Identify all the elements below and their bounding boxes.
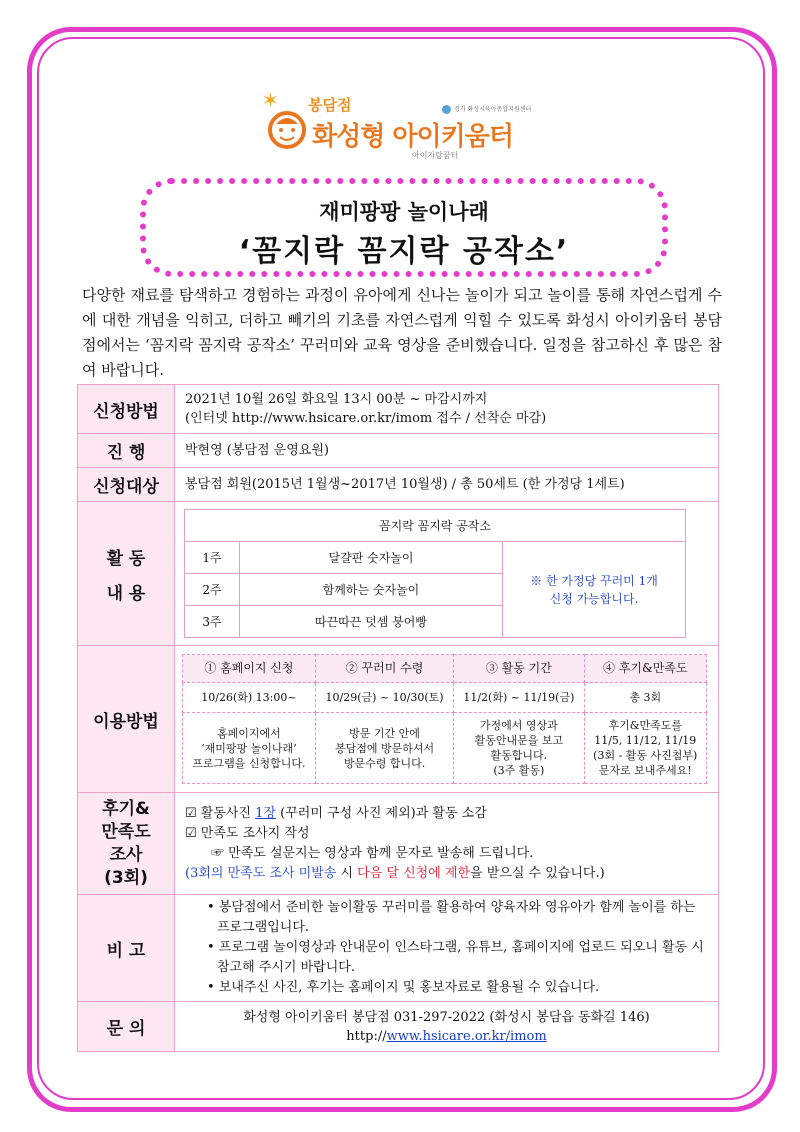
activity-content xyxy=(175,502,719,646)
activity-table-title: 꼼지락 꼼지락 공작소 xyxy=(185,510,686,542)
list-item: • 프로그램 놀이영상과 안내문이 인스타그램, 유튜브, 홈페이지에 업로드 되오니 활동 시 참고해 주시기 바랍니다. xyxy=(207,940,704,975)
apply-content xyxy=(175,385,719,434)
step-date: 총 3회 xyxy=(584,683,707,713)
face-icon xyxy=(266,108,308,150)
contact-content xyxy=(175,1002,719,1052)
activity-note: ※ 한 가정당 꾸러미 1개 신청 가능합니다. xyxy=(503,542,686,638)
checkbox-icon: ☑ xyxy=(185,825,197,841)
step-desc: 후기&만족도를 11/5, 11/12, 11/19 (3회 - 활동 사진첨부) 문자로 보내주세요! xyxy=(584,713,707,784)
usage-table xyxy=(182,654,707,784)
table-row: 2주 함께하는 숫자놀이 xyxy=(185,574,686,606)
step-head: ③ 활동 기간 xyxy=(454,655,584,683)
step-date: 10/26(화) 13:00~ xyxy=(183,683,316,713)
label-usage: 이용방법 xyxy=(78,646,175,793)
label-apply: 신청방법 xyxy=(78,385,175,434)
target-value: 봉담점 회원(2015년 1월생~2017년 10월생) / 총 50세트 (한 가정당 1세트) xyxy=(175,468,719,502)
remarks-list xyxy=(185,898,708,998)
contact-url: http://www.hsicare.or.kr/imom xyxy=(346,1028,547,1044)
list-item: • 보내주신 사진, 후기는 홈페이지 및 홍보자료로 활용될 수 있습니다. xyxy=(207,980,600,995)
info-table xyxy=(77,384,719,1052)
table-row: 3주 따끈따끈 덧셈 붕어빵 xyxy=(185,606,686,638)
step-date: 10/29(금) ~ 10/30(토) xyxy=(315,683,453,713)
row-target xyxy=(78,468,719,502)
step-desc: 방문 기간 안에 봉담점에 방문하셔서 방문수령 합니다. xyxy=(315,713,453,784)
usage-content xyxy=(175,646,719,793)
review-check2: ☑ 만족도 조사지 작성 xyxy=(185,825,310,841)
contact-link[interactable]: www.hsicare.or.kr/imom xyxy=(386,1028,547,1044)
logo-center: 경기 화성시육아종합지원센터 xyxy=(442,104,531,114)
label-host: 진 행 xyxy=(78,434,175,468)
apply-line2: (인터넷 http://www.hsicare.or.kr/imom 접수 / 선착순 마감) xyxy=(185,411,547,426)
step-desc: 홈페이지에서 ‘재미팡팡 놀이나래’ 프로그램을 신청합니다. xyxy=(183,713,316,784)
review-notice: ☞ 만족도 설문지는 영상과 함께 문자로 발송해 드립니다. xyxy=(211,845,534,861)
step-date: 11/2(화) ~ 11/19(금) xyxy=(454,683,584,713)
row-contact xyxy=(78,1002,719,1052)
row-remarks xyxy=(78,895,719,1002)
table-row: 1주 달걀판 숫자놀이 ※ 한 가정당 꾸러미 1개 신청 가능합니다. xyxy=(185,542,686,574)
row-apply xyxy=(78,385,719,434)
apply-line1: 2021년 10월 26일 화요일 13시 00분 ~ 마감시까지 xyxy=(185,392,488,407)
row-host xyxy=(78,434,719,468)
activity-table xyxy=(184,509,686,638)
step-head: ④ 후기&만족도 xyxy=(584,655,707,683)
title-line2: ‘꼼지락 꼼지락 공작소’ xyxy=(238,234,570,269)
title-line1: 재미팡팡 놀이나래 xyxy=(319,200,489,224)
label-activity: 활 동 내 용 xyxy=(78,502,175,646)
logo-subtitle: 아이자람꿈터 xyxy=(412,151,459,160)
intro-paragraph: 다양한 재료를 탐색하고 경험하는 과정이 유아에게 신나는 놀이가 되고 놀이를 통해 자연스럽게 수에 대한 개념을 익히고, 더하고 빼기의 기초를 자연스럽게 익힐 수 있도록 화성시 아이키움터 봉담점에서는 ‘꼼지락 꼼지락 공작소’ 꾸러미와 교육 영상을 준비했습니다. 일정을 참고하신 후 많은 참여 바랍니다. xyxy=(82,286,722,379)
step-desc: 가정에서 영상과 활동안내문을 보고 활동합니다. (3주 활동) xyxy=(454,713,584,784)
label-contact: 문 의 xyxy=(78,1002,175,1052)
row-review xyxy=(78,793,719,895)
label-target: 신청대상 xyxy=(78,468,175,502)
remarks-content xyxy=(175,895,719,1002)
row-usage xyxy=(78,646,719,793)
brand-logo xyxy=(262,90,542,170)
logo-branch: 봉담점 xyxy=(308,96,352,114)
title-box xyxy=(140,178,668,277)
review-warning: (3회의 만족도 조사 미발송 시 다음 달 신청에 제한을 받으실 수 있습니다.) xyxy=(185,865,605,881)
review-content xyxy=(175,793,719,895)
list-item: • 봉담점에서 준비한 놀이활동 꾸러미를 활용하여 양육자와 영유아가 함께 놀이를 하는 프로그램입니다. xyxy=(207,900,696,935)
checkbox-icon: ☑ xyxy=(185,805,197,821)
row-activity xyxy=(78,502,719,646)
review-check1: ☑ 활동사진 1장 (꾸러미 구성 사진 제외)과 활동 소감 xyxy=(185,805,487,821)
logo-title: 화성형 아이키움터 xyxy=(312,122,513,152)
label-review: 후기& 만족도 조사 (3회) xyxy=(78,793,175,895)
contact-line: 화성형 아이키움터 봉담점 031-297-2022 (화성시 봉담읍 동화길 146) xyxy=(243,1009,650,1025)
star-icon: ✶ xyxy=(262,88,279,112)
label-remarks: 비 고 xyxy=(78,895,175,1002)
center-logo-icon xyxy=(442,105,451,114)
host-value: 박현영 (봉담점 운영요원) xyxy=(175,434,719,468)
step-head: ① 홈페이지 신청 xyxy=(183,655,316,683)
step-head: ② 꾸러미 수령 xyxy=(315,655,453,683)
